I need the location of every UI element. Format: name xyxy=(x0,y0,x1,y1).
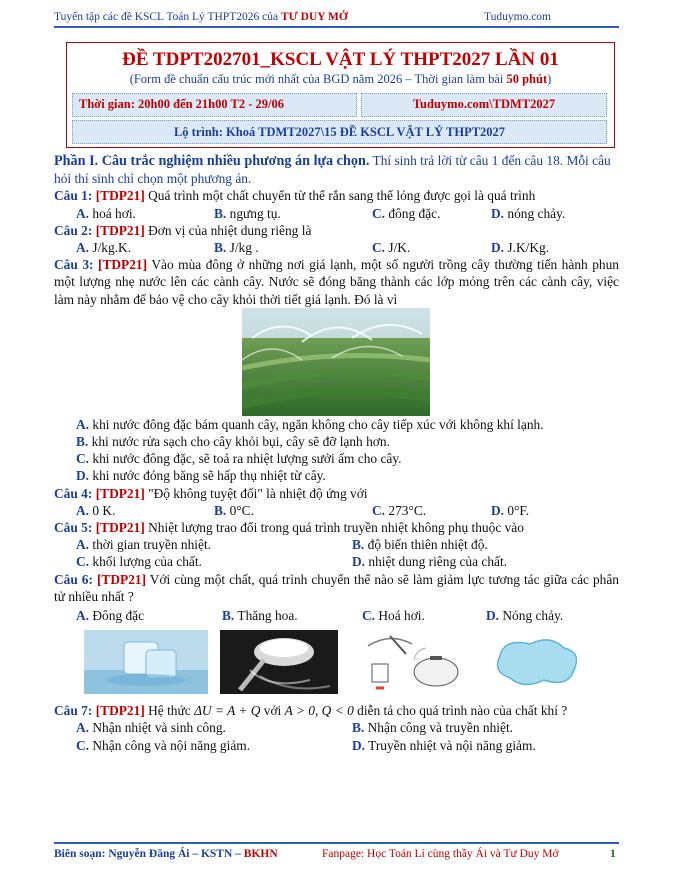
option[interactable]: B. 0°C. xyxy=(214,502,254,518)
question-6-figures xyxy=(54,630,619,696)
option[interactable]: A. 0 K. xyxy=(76,502,116,518)
question-5: Câu 5: [TDP21] Nhiệt lượng trao đổi trong quá trình truyền nhiệt không phụ thuộc vào xyxy=(54,520,524,535)
question-4-options xyxy=(54,502,619,519)
footer-fanpage[interactable]: Fanpage: Học Toán Lí cùng thầy Ái và Tư Duy Mở xyxy=(322,848,559,860)
exam-body xyxy=(54,152,619,754)
exam-subtitle: (Form đề chuẩn cấu trúc mới nhất của BGD năm 2026 – Thời gian làm bài 50 phút) xyxy=(129,72,552,86)
option[interactable]: C. 273°C. xyxy=(372,502,427,518)
header-site[interactable]: Tuduymo.com xyxy=(484,11,551,23)
option[interactable]: A. Đông đặc xyxy=(76,607,145,623)
option[interactable]: C. đông đặc. xyxy=(372,205,441,221)
option[interactable]: D. J.K/Kg. xyxy=(491,240,550,255)
question-1: Câu 1: [TDP21] Quá trình một chất chuyển từ thể rắn sang thể lỏng được gọi là quá trình xyxy=(54,188,536,204)
dry-ice-spoon-picture xyxy=(220,630,338,694)
question-4: Câu 4: [TDP21] "Độ không tuyệt đối" là nhiệt độ ứng với xyxy=(54,485,368,501)
option[interactable]: B. khi nước rửa sạch cho cây khỏi bụi, cây sẽ đỡ lạnh hơn. xyxy=(76,434,390,449)
question-2: Câu 2: [TDP21] Đơn vị của nhiệt dung riêng là xyxy=(54,222,312,238)
option[interactable]: C. Nhận công và nội năng giảm. xyxy=(76,737,251,753)
option[interactable]: C. Hoá hơi. xyxy=(362,607,425,623)
title-box xyxy=(66,42,615,148)
option[interactable]: B. Nhận công và truyền nhiệt. xyxy=(352,720,514,736)
header-series: Tuyển tập các đề KSCL Toán Lý THPT2026 của TƯ DUY MỞ xyxy=(54,11,348,23)
option[interactable]: B. ngưng tụ. xyxy=(214,205,281,221)
question-2-options xyxy=(54,239,619,256)
ice-cube-picture xyxy=(84,630,208,694)
question-3: Câu 3: [TDP21] Vào mùa đông ở những nơi giá lạnh, một số người trồng cây thường tiến hành phun một lượng nhẹ nước lên các cành cây. Nước sẽ đóng băng thành các lớp mỏng trên các cành cây, việc làm này nhằm để bảo vệ cho cây khỏi thời tiết giá lạnh. Đó là vì xyxy=(54,257,619,307)
question-6-options xyxy=(54,607,619,624)
question-7-options-row2 xyxy=(54,737,619,754)
option[interactable]: B. J/kg . xyxy=(214,240,259,255)
footer-divider xyxy=(54,842,619,844)
option[interactable]: D. nhiệt dung riêng của chất. xyxy=(352,554,508,570)
boiling-kettle-picture xyxy=(360,630,468,694)
option[interactable]: B. Thăng hoa. xyxy=(222,607,298,623)
option[interactable]: D. nóng chảy. xyxy=(491,205,566,221)
question-6: Câu 6: [TDP21] Với cùng một chất, quá trình chuyển thể nào sẽ làm giảm lực tương tác giữa các phân tử nhiều nhất ? xyxy=(54,571,619,604)
question-7: Câu 7: [TDP21] Hệ thức ΔU = A + Q với A > 0, Q < 0 diễn tả cho quá trình nào của chất khí ? xyxy=(54,703,568,719)
option[interactable]: A. J/kg.K. xyxy=(76,240,132,255)
option[interactable]: A. hoá hơi. xyxy=(76,205,136,221)
water-puddle-picture xyxy=(490,630,586,694)
sprinkler-photo xyxy=(242,308,430,416)
exam-title: ĐỀ TDPT202701_KSCL VẬT LÝ THPT2027 LẦN 01 xyxy=(122,49,559,70)
exam-site-cell[interactable]: Tuduymo.com\TDMT2027 xyxy=(361,93,607,117)
question-7-options-row1 xyxy=(54,719,619,736)
option[interactable]: B. độ biến thiên nhiệt độ. xyxy=(352,537,488,553)
option[interactable]: A. thời gian truyền nhiệt. xyxy=(76,537,212,553)
exam-route-cell: Lộ trình: Khoá TDMT2027\15 ĐỀ KSCL VẬT LÝ THPT2027 xyxy=(72,120,607,144)
question-1-options xyxy=(54,205,619,222)
question-5-options-row1 xyxy=(54,536,619,553)
option[interactable]: C. khối lượng của chất. xyxy=(76,554,202,570)
option[interactable]: D. Nóng chảy. xyxy=(486,607,564,623)
part-heading: Phần I. Câu trắc nghiệm nhiều phương án lựa chọn. Thí sinh trả lời từ câu 1 đến câu 18. Mỗi câu hỏi thí sinh chỉ chọn một phương án. xyxy=(54,153,611,187)
page-number: 1 xyxy=(610,848,616,860)
header-divider xyxy=(54,26,619,28)
option[interactable]: D. 0°F. xyxy=(491,502,530,518)
footer-author: Biên soạn: Nguyễn Đăng Ái – KSTN – BKHN xyxy=(54,848,278,860)
option[interactable]: D. khi nước đóng băng sẽ hấp thụ nhiệt từ cây. xyxy=(76,468,326,484)
question-5-options-row2 xyxy=(54,553,619,570)
exam-time-cell: Thời gian: 20h00 đến 21h00 T2 - 29/06 xyxy=(72,93,357,117)
header-brand: TƯ DUY MỞ xyxy=(280,11,348,23)
option[interactable]: A. khi nước đông đặc bám quanh cây, ngăn không cho cây tiếp xúc với không khí lạnh. xyxy=(76,416,544,432)
option[interactable]: D. Truyền nhiệt và nội năng giảm. xyxy=(352,737,536,753)
formula: ΔU = A + Q xyxy=(194,703,261,719)
formula: A > 0, Q < 0 xyxy=(284,703,354,719)
option[interactable]: C. khi nước đông đặc, sẽ toả ra nhiệt lượng sưởi ấm cho cây. xyxy=(76,451,402,467)
option[interactable]: C. J/K. xyxy=(372,240,411,255)
option[interactable]: A. Nhận nhiệt và sinh công. xyxy=(76,720,226,736)
